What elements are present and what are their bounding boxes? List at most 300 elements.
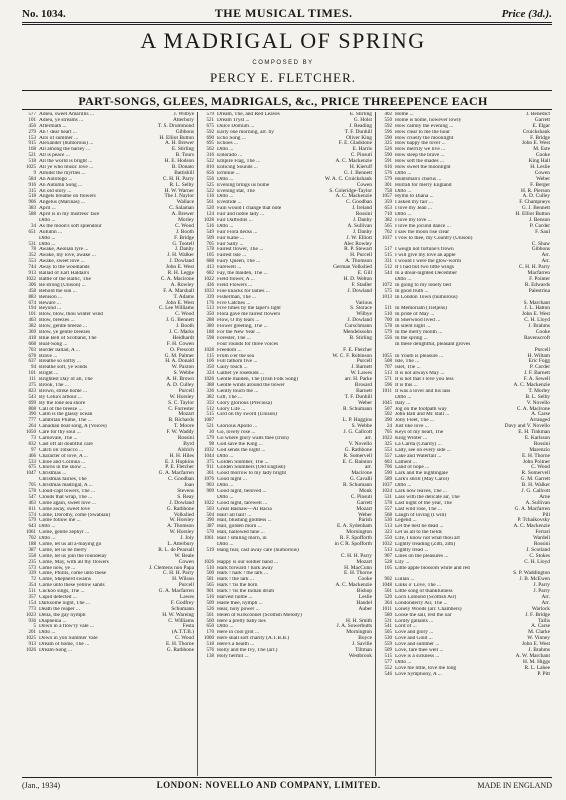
entry-composer: F. A. Marshall [163, 287, 194, 294]
entry-number: 1022 [204, 276, 214, 282]
entry-number: 550 [384, 536, 392, 542]
entry-composer: J. Brahms [528, 323, 550, 330]
entry-composer: G. M. Garrett [520, 476, 550, 483]
entry-composer: J. L. Hatton [524, 305, 550, 312]
entry-number: 823 [28, 388, 36, 394]
entry-composer: P. E. Fletcher [165, 464, 194, 471]
entry-number: 1024 [382, 489, 392, 494]
entry-composer: C. Wood [175, 222, 194, 229]
entry-title: Death the reaper ... [39, 606, 81, 612]
entry-composer: H. H. Smith [345, 617, 372, 624]
entry-title: John Ball and Mr. Ball ... [395, 412, 450, 418]
entry-number: 589 [384, 477, 392, 483]
entry-number: 560 [206, 618, 214, 624]
entry-composer: Palestrina [528, 287, 550, 294]
entry-composer: Leslie [358, 594, 372, 601]
entry-composer: B. Richards [168, 417, 194, 424]
entry-number: 576 [384, 170, 392, 176]
entry-title: In London Town (humorous) [395, 294, 458, 300]
entry-title: Go where glory waits thee (Irish) [217, 435, 289, 441]
entry-number: 546 [384, 671, 392, 677]
entry-title: Come follow me ... [39, 518, 81, 524]
entry-composer: A. C. Mackenzie [335, 158, 372, 165]
entry-composer: A. C. Mackenzie [513, 523, 550, 530]
catalogue-entry [200, 654, 372, 660]
entry-composer: E. Stirling [171, 146, 194, 153]
entry-composer: Ferrari [535, 529, 550, 536]
entry-title: Home is home, however lowly [395, 117, 462, 123]
entry-composer: V. Novello [526, 399, 550, 406]
entry-number: 325 [384, 441, 392, 447]
catalogue-entry [378, 672, 550, 678]
entry-composer: F. Godfrey [170, 599, 194, 606]
entry-composer: Cooke [357, 576, 372, 583]
entry-title: All ye who music love ... [39, 165, 94, 171]
entry-number: 188 [28, 542, 36, 548]
entry-title: It is not always May ... [395, 371, 445, 377]
entry-number: 502 [384, 412, 392, 418]
entry-composer: W. Beale [174, 552, 194, 559]
entry-composer: arr. H. Parke [344, 376, 372, 383]
entry-title: Ditto ... [39, 241, 56, 247]
entry-title: Last night of the year, The [395, 500, 452, 506]
entry-number: 512 [206, 406, 214, 412]
entry-title: I will give my love an apple [395, 253, 456, 259]
entry-composer: John E. West [521, 641, 550, 648]
entry-number: 596 [384, 382, 392, 388]
entry-composer: W. Horsley [169, 393, 194, 400]
entry-title: I vow to thee, my Country (Unison) [395, 235, 473, 241]
entry-title: Let the best be dead ... [395, 524, 444, 530]
entry-number: 264 [28, 424, 36, 430]
entry-title: Hear, holy power ... [217, 606, 260, 612]
entry-number: 682 [206, 271, 214, 277]
entry-title: Gaily touch ... [217, 365, 248, 371]
entry-number: 369 [28, 329, 36, 335]
entry-composer: L. Atterbury [167, 541, 194, 548]
entry-title: Boat-Song ... [39, 341, 68, 347]
entry-number: 518 [28, 159, 36, 165]
entry-title: April is in my mistress' face [39, 212, 100, 218]
entry-title: Care for thy soul ... [39, 430, 81, 436]
entry-number: 565 [206, 583, 214, 589]
entry-number: 936 [28, 618, 36, 624]
entry-composer: H. H. Hiles [169, 452, 194, 459]
entry-title: Lordly gallants ... [395, 618, 434, 624]
entry-number: 557 [384, 506, 392, 512]
entry-number: 382 [384, 218, 392, 224]
entry-title: Good night, beloved ... [217, 489, 267, 494]
entry-title: Darksome night, The ... [39, 600, 90, 606]
entry-number: 1026 [204, 559, 214, 565]
entry-composer: J. Parry [533, 588, 550, 595]
entry-title: Here a pretty baby lies [217, 618, 266, 624]
entry-composer: Mozart [356, 558, 372, 565]
entry-composer: Warlock [531, 605, 550, 612]
entry-title: Hail, blushing goddess ... [217, 518, 272, 524]
entry-composer: P. Corder [529, 222, 550, 229]
entry-composer: E. J. Hopkins [164, 458, 194, 465]
entry-number: 515 [384, 253, 392, 259]
entry-number: 500 [206, 571, 214, 577]
entry-number: 903 [206, 483, 214, 489]
entry-title: Cuckoo sings, The ... [39, 589, 85, 595]
entry-composer: Schumann [171, 605, 194, 612]
entry-title: Ditto ... [395, 659, 412, 665]
entry-number: 1032 [382, 542, 392, 548]
entry-composer: The J. Naylor [164, 193, 194, 200]
entry-number: 591 [384, 159, 392, 165]
entry-number: 357 [28, 595, 36, 601]
entry-title: How sleep the brave ... [395, 153, 445, 159]
entry-number: 111 [28, 377, 36, 383]
entry-number: 598 [206, 335, 214, 341]
catalogue-column-2 [200, 112, 372, 776]
entry-composer: J. Booth [176, 228, 194, 235]
entry-composer: King Hall [528, 158, 550, 165]
entry-number: 915 [28, 141, 36, 147]
entry-number: 702 [28, 536, 36, 542]
entry-number: 168 [28, 147, 36, 153]
entry-number: 518 [28, 194, 36, 200]
entry-composer: Arr. [541, 252, 550, 259]
entry-composer: H. Wilson [172, 576, 194, 583]
entry-number: 592 [384, 123, 392, 129]
entry-number: 387 [206, 524, 214, 530]
entry-title: Come, let us be merry [39, 547, 87, 553]
entry-title: Cupid detected ... [39, 595, 77, 601]
entry-number: 1028 [204, 218, 214, 224]
entry-number: 72 [31, 577, 36, 583]
entry-number: 547 [28, 494, 36, 500]
entry-composer: B. Tours [175, 152, 194, 159]
entry-number: 559 [384, 642, 392, 648]
entry-title: Glory glorious (Preciosa) [217, 400, 272, 406]
entry-title: Hark ! 'tis the horn [217, 583, 258, 589]
entry-composer: R. Edwards [524, 281, 550, 288]
entry-composer: S. Marchant [523, 299, 550, 306]
entry-title: Gently touch the ... [217, 388, 259, 394]
entry-title: For the New Year ... [217, 329, 261, 335]
entry-title: Five times by the taper's light [217, 306, 281, 312]
entry-title: I love the jocund dance ... [395, 223, 451, 229]
entry-composer: T. F. Dunhill [344, 128, 372, 135]
entry-title: Angelus (Marinas) ... [39, 200, 85, 206]
entry-composer: Curschmann [344, 323, 372, 330]
entry-composer: Gibbons [175, 128, 194, 135]
entry-composer: Macirone [351, 470, 372, 477]
entry-title: Amidst the myrtles ... [39, 170, 86, 176]
entry-composer: J. C. Marks [169, 328, 194, 335]
entry-title: Christmas ... [39, 471, 67, 477]
entry-number: 906 [28, 200, 36, 206]
entry-number: 808 [28, 406, 36, 412]
entry-title: Ditto ... [217, 176, 234, 182]
entry-number: 517 [384, 247, 392, 253]
entry-title: Delia, the gay nymph [39, 612, 86, 618]
entry-title: In pride of May ... [395, 312, 435, 318]
entry-composer: F. Berger [530, 181, 550, 188]
entry-title: Ditto ... [39, 218, 56, 224]
entry-number: 34 [31, 223, 36, 229]
entry-title: By Celia's arbour ... [39, 394, 82, 400]
entry-title: Cloud-capt towers, The ... [39, 489, 96, 494]
entry-number: 1032 [204, 447, 214, 453]
entry-number: 883 [28, 294, 36, 300]
entry-title: Awake, sweet love ... [39, 259, 85, 265]
entry-number: 580 [384, 612, 392, 618]
entry-number: 1022 [382, 435, 392, 441]
entry-title: Good night ... [217, 477, 247, 483]
entry-title: Love and glory ... [395, 630, 434, 636]
entry-number: 810 [206, 165, 214, 171]
entry-number: 153 [28, 135, 36, 141]
entry-title: Eldorado ... [217, 153, 243, 159]
entry-title: Down in a flow'ry vale ... [39, 624, 94, 630]
entry-number: 578 [384, 324, 392, 330]
entry-number: 513 [384, 547, 392, 553]
entry-title: Good morrow to my lady bright [217, 471, 287, 477]
column-divider [375, 112, 376, 776]
entry-title: Jolly Fleet, The ... [395, 418, 434, 424]
entry-number: 562 [206, 147, 214, 153]
entry-composer: Cooke [535, 328, 550, 335]
entry-number: 509 [384, 648, 392, 654]
entry-composer: C. H. H. Parry [162, 175, 194, 182]
entry-number: 463 [28, 500, 36, 506]
entry-title: Helen of Kirkconnel (Scottish Melody) [217, 612, 302, 618]
entry-composer: C. H. Lloyd [524, 558, 550, 565]
entry-number: 510 [206, 565, 214, 571]
entry-title: Lass with the delicate air, The [395, 494, 460, 500]
entry-number: 520 [206, 206, 214, 212]
entry-composer: C. H. H. Parry [162, 570, 194, 577]
entry-title: Ditto ... [217, 624, 234, 630]
entry-title: Gift, The ... [217, 394, 243, 400]
entry-composer: A. C. Mackenzie [335, 193, 372, 200]
entry-title: Loose the sail, rest the oar [395, 612, 452, 618]
entry-composer: S. Webbe [351, 423, 372, 430]
entry-title: Lullan ... [395, 577, 415, 583]
entry-title: An Autologo ... [39, 176, 73, 182]
entry-composer: J. Scotland [526, 546, 550, 553]
entry-composer: S. Coleridge-Taylor [329, 187, 372, 194]
entry-number: 1087 [204, 418, 214, 424]
entry-number: 520 [384, 595, 392, 601]
entry-title: By the lone sea shore [39, 400, 86, 406]
entry-title: Airs of summer ... [39, 135, 79, 141]
entry-title: Chloris in the snow ... [39, 465, 87, 471]
entry-title: Ditto ... [39, 536, 56, 542]
entry-composer: A. Brewer [171, 211, 194, 218]
entry-title: Ditto ... [217, 483, 234, 489]
catalogue-heading: PART-SONGS, GLEES, MADRIGALS, &c., PRICE THREEPENCE EACH [78, 94, 488, 108]
entry-title: In going to my lonely bed [395, 282, 451, 288]
entry-title: Glory Life ... [217, 406, 246, 412]
entry-title: Cambrian Plume, The ... [39, 418, 92, 424]
entry-composer: C. Pinsuti [350, 152, 372, 159]
entry-number: 382 [206, 394, 214, 400]
price-label: Price (3d.). [501, 8, 552, 20]
entry-composer: G. Cavalli [349, 476, 372, 483]
entry-composer: Atterbury [173, 116, 194, 123]
entry-number: 579 [206, 112, 214, 117]
entry-composer: Wallace [176, 199, 194, 206]
header-rule-double [22, 24, 552, 25]
entry-number: 558 [28, 553, 36, 559]
entry-title: Huntsman's chorus ... [395, 176, 442, 182]
entry-number: 456 [28, 123, 36, 129]
entry-title: Field Flowers ... [217, 282, 253, 288]
entry-title: Brook, The ... [39, 382, 69, 388]
entry-title: Life, I know not what thou art [395, 536, 460, 542]
entry-title: Hail! all hail! ... [217, 512, 252, 518]
entry-title: Evening brings us home [217, 182, 270, 188]
entry-composer: Battishill [174, 169, 194, 176]
entry-number: 525 [206, 182, 214, 188]
entry-composer: A. Carse [531, 623, 550, 630]
entry-title: Come, May, with all thy flowers [39, 559, 109, 565]
entry-title: Brown, strike home ... [39, 388, 88, 394]
entry-number: 552 [384, 665, 392, 671]
entry-composer: Monk [359, 488, 372, 494]
entry-title: It is not that I love you less [395, 377, 454, 383]
entry-title: Beware ... [39, 300, 61, 306]
entry-title: Ditto ... [395, 394, 412, 400]
entry-number: 382 [28, 324, 36, 330]
entry-title: How happy the lover ... [395, 141, 446, 147]
entry-title: Breathe soft, ye winds [39, 365, 88, 371]
entry-number: 573 [28, 565, 36, 571]
entry-title: Holy hermit ... [217, 653, 249, 659]
entry-title: Ditto ... [217, 147, 234, 153]
entry-title: Come, gentle zephyr ... [39, 530, 90, 536]
entry-number: 1050 [26, 430, 36, 436]
entry-number: 516 [206, 595, 214, 601]
entry-composer: E. A. Sydenham [336, 523, 372, 530]
entry-composer: M. Este [533, 146, 550, 153]
entry-composer: C. Pinsuti [350, 493, 372, 500]
entry-composer: E. Stirling [349, 112, 372, 117]
entry-composer: Tallis [538, 617, 550, 624]
entry-title: Lark and the nightingale [395, 471, 448, 477]
entry-composer: A. D. Culley [522, 193, 550, 200]
entry-number: 531 [28, 241, 36, 247]
entry-number: 521 [28, 153, 36, 159]
entry-composer: Wardell [533, 535, 550, 542]
entry-composer: S. P. Waddington [513, 570, 550, 577]
entry-number: 339 [28, 571, 36, 577]
entry-number: 1076 [204, 477, 214, 483]
entry-composer: F. Saul [535, 228, 550, 235]
entry-title: Love, fare thee well ... [395, 648, 444, 654]
entry-composer: B. L. Selby [525, 393, 550, 400]
entry-title: Ditto ... [39, 235, 56, 241]
entry-composer: Festa [182, 623, 194, 630]
entry-composer: Cruickshank [522, 128, 550, 135]
entry-title: Come again, sweet love ... [39, 500, 96, 506]
entry-number: 675 [28, 465, 36, 471]
entry-title: Aftermath ... [39, 123, 67, 129]
entry-title: Jog on the footpath way [395, 406, 447, 412]
entry-composer: A. Thomson [167, 523, 194, 530]
entry-title: In Sherwood lived ... [395, 318, 441, 324]
entry-title: How merrily we live ... [395, 147, 446, 153]
entry-title: Blow, ye gentle breezes [39, 329, 91, 335]
entry-title: Love and Gold ... [395, 636, 433, 642]
entry-number: 531 [384, 494, 392, 500]
entry-composer: C. H. Lloyd [524, 317, 550, 324]
entry-number: 306 [28, 282, 36, 288]
entry-title: Cast off all doubtful care [39, 441, 93, 447]
entry-title: Glorious Apollo ... [217, 424, 258, 430]
entry-title: Fairest flower, The ... [217, 247, 264, 253]
entry-number: 98 [209, 441, 214, 447]
entry-composer: Mornington [346, 629, 372, 636]
entry-number: 154 [28, 600, 36, 606]
entry-title: Enticing Sounds ... [217, 165, 258, 171]
entry-title: Brave ... [39, 353, 58, 359]
entry-number: 579 [384, 176, 392, 182]
entry-composer: Gibbons [531, 246, 550, 253]
entry-number: 1013 [382, 294, 392, 300]
entry-composer: J. Reading [349, 122, 372, 129]
entry-title: Character of love, A ... [39, 453, 88, 459]
entry-number: 390 [384, 418, 392, 424]
entry-number: 577 [384, 659, 392, 665]
entry-number: 530 [384, 518, 392, 524]
entry-number: 504 [206, 512, 214, 518]
entry-title: Evening star, The [217, 188, 255, 194]
entry-composer: J. Wilbye [173, 112, 194, 117]
entry-composer: A. H. Brewer [164, 140, 194, 147]
entry-number: 1048 [382, 583, 392, 589]
entry-composer: H. Leslie [530, 164, 550, 171]
entry-composer: J. Barnett [351, 364, 372, 371]
entry-number: 702 [384, 229, 392, 235]
entry-title: Blow, breezes ... [39, 318, 75, 324]
entry-composer: T. F. Dunhill [344, 393, 372, 400]
entry-number: 288 [206, 318, 214, 324]
entry-number: 544 [384, 271, 392, 277]
entry-composer: J. Dowland [169, 258, 194, 265]
entry-number: 138 [206, 653, 214, 659]
entry-title: How soft the shades ... [395, 159, 444, 165]
entry-number: 505 [384, 630, 392, 636]
entry-title: Five Catches ... [217, 300, 251, 306]
entry-composer: Purcell [534, 346, 550, 353]
entry-title: Blue Bell of Scotland, The [39, 335, 97, 341]
entry-composer: A. C. Mackenzie [513, 381, 550, 388]
entry-title: It is this ... [395, 382, 418, 388]
entry-composer: Eric Fogg [528, 358, 550, 365]
entry-composer: C. Williams [168, 617, 194, 624]
entry-composer: H. W. Wareing [162, 611, 194, 618]
entry-number: 553 [384, 447, 392, 453]
entry-number: 1025 [26, 636, 36, 642]
entry-title: How clear to me the hour [395, 129, 450, 135]
entry-number: 744 [28, 265, 36, 271]
entry-composer: H. A. Donald [165, 358, 194, 365]
entry-number: 383 [28, 206, 36, 212]
entry-number: 331 [384, 259, 392, 265]
entry-title: Loch Lomond (Scottish Air) [395, 595, 457, 601]
entry-composer: G. A. Macfarren [158, 470, 194, 477]
entry-composer: G. Holst [353, 116, 372, 123]
entry-title: Little apple blossom white and red [395, 565, 470, 571]
entry-title: God sends the night ... [217, 447, 266, 453]
catalogue-rule [22, 109, 552, 110]
